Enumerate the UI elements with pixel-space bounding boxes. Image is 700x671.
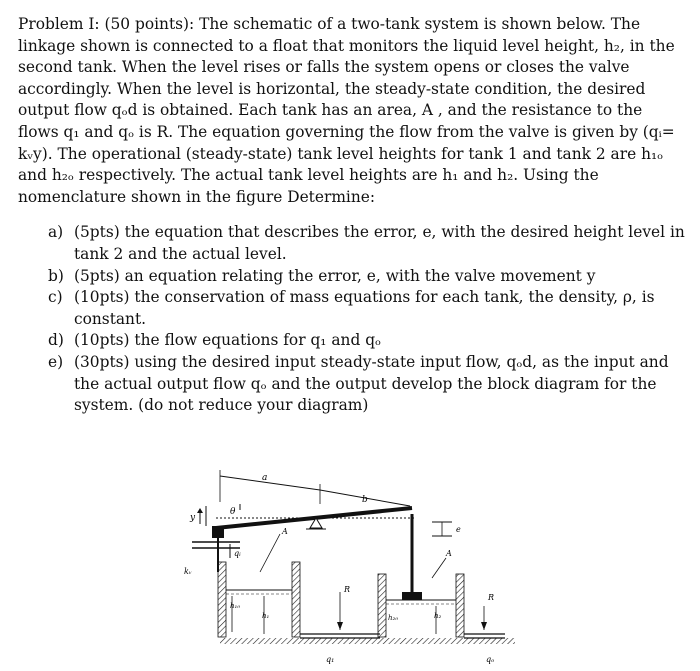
question-text: (5pts) the equation that describes the error, e, with the desired height level in tank 2 and the actual level.: [74, 223, 685, 263]
label-qo: qₒ: [486, 655, 495, 664]
label-kv: kᵥ: [184, 567, 192, 576]
question-text: (10pts) the conservation of mass equations for each tank, the density, ρ, is constant.: [74, 288, 655, 328]
question-b: [18, 266, 686, 288]
tank1-area-leader: [260, 534, 280, 572]
question-label: d): [48, 331, 64, 350]
label-h1: h₁: [262, 612, 270, 620]
problem-heading: Problem I: (50 points):: [18, 15, 195, 33]
tank1-right-wall: [292, 562, 300, 637]
label-q1: q₁: [326, 655, 335, 664]
question-label: b): [48, 266, 64, 285]
tank2-left-wall: [378, 574, 386, 637]
question-a: [18, 222, 686, 265]
label-A2: A: [446, 549, 452, 558]
question-text: (10pts) the flow equations for q₁ and qₒ: [74, 331, 381, 350]
tank1-left-wall: [218, 562, 226, 637]
tank2-right-wall: [456, 574, 464, 637]
label-R2: R: [488, 593, 495, 602]
problem-intro: The schematic of a two-tank system is shown below. The linkage shown is connected to a float that monitors the liquid level height, h₂, in the second tank. When the level rises or falls the system opens or closes the valve accordingly. When the level is horizontal, the steady-state condition, the desired output flow qₒd is obtained. Each tank has an area, A , and the resistance to the flows q₁ and qₒ is R. The equation governing the flow from the valve is given by (qᵢ= kᵥy). The operational (steady-state) tank level heights for tank 1 and tank 2 are h₁ₒ and h₂ₒ respectively. The actual tank level heights are h₁ and h₂. Using the nomenclature shown in the figure Determine:: [18, 15, 675, 206]
label-y: y: [190, 513, 196, 523]
question-text: (30pts) using the desired input steady-state input flow, qₒd, as the input and the actual output flow qₒ and the output develop the block diagram for the system. (do not reduce your diagram): [74, 352, 669, 415]
tank2-area-leader: [432, 558, 446, 578]
problem-document: [18, 14, 686, 417]
label-qi: qᵢ: [234, 549, 241, 558]
question-label: a): [48, 223, 64, 242]
label-theta: θ: [230, 507, 236, 517]
label-a: a: [262, 473, 268, 483]
ground: [220, 638, 515, 644]
label-h10: h₁₀: [230, 602, 241, 610]
question-list: [18, 222, 686, 416]
label-e: e: [456, 525, 461, 534]
valve-body: [212, 526, 224, 538]
problem-statement: [18, 14, 686, 208]
two-tank-schematic: [180, 462, 515, 667]
question-text: (5pts) an equation relating the error, e, with the valve movement y: [74, 266, 596, 285]
question-c: [18, 287, 686, 330]
question-e: [18, 352, 686, 417]
label-A1: A: [282, 527, 288, 536]
question-label: e): [48, 352, 64, 371]
dimension-a-line: [220, 476, 320, 490]
label-h20: h₂₀: [388, 614, 399, 622]
label-h2: h₂: [434, 612, 442, 620]
question-label: c): [48, 288, 63, 307]
question-d: [18, 330, 686, 352]
label-b: b: [362, 495, 368, 505]
float: [402, 592, 422, 600]
label-R1: R: [344, 585, 351, 594]
schematic-svg: [180, 462, 515, 667]
